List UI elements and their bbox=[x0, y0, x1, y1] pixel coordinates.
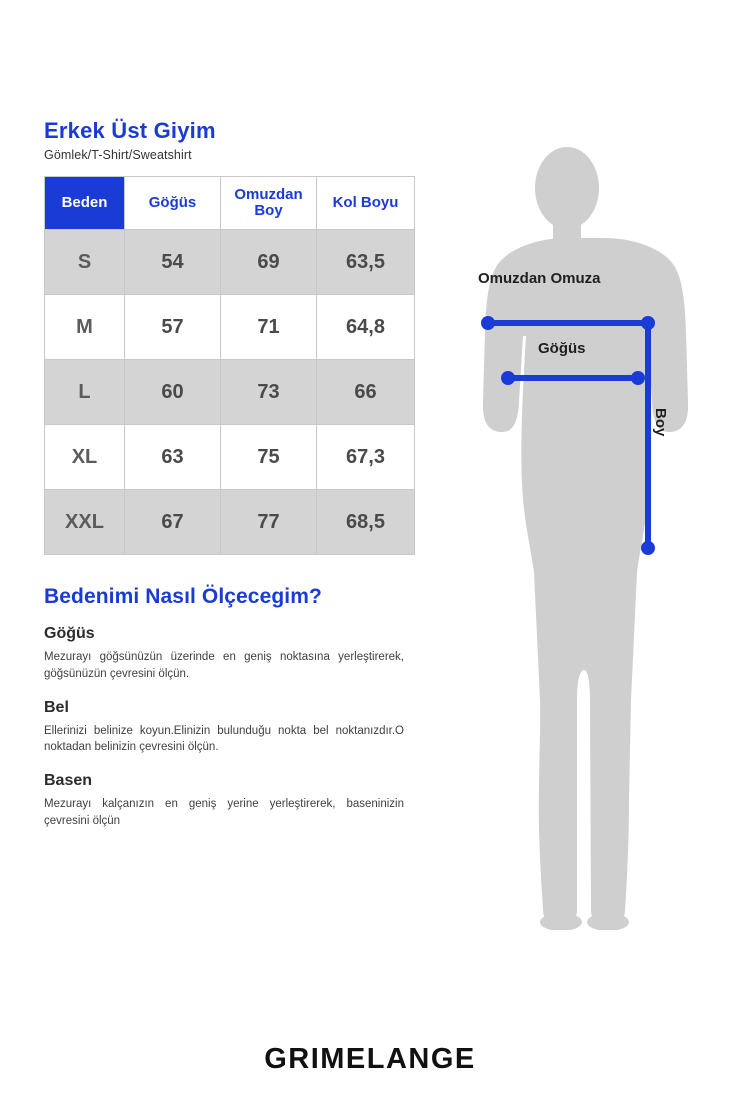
table-header bbox=[45, 177, 415, 230]
measure-text: Ellerinizi belinize koyun.Elinizin bulunduğu nokta bel noktanızdır.O noktadan belinizin çevresini ölçün. bbox=[44, 724, 404, 754]
cell-kol-boyu: 67,3 bbox=[317, 425, 415, 490]
cell-omuzdan-boy: 71 bbox=[221, 295, 317, 360]
table-row bbox=[45, 490, 415, 555]
cell-beden: XXL bbox=[45, 490, 125, 555]
how-to-measure-section bbox=[44, 585, 419, 829]
figure-label-shoulder: Omuzdan Omuza bbox=[478, 270, 601, 287]
page-title: Erkek Üst Giyim bbox=[44, 118, 216, 143]
measurement-figure bbox=[430, 140, 710, 930]
table-row bbox=[45, 360, 415, 425]
cell-beden: L bbox=[45, 360, 125, 425]
table-header-row bbox=[45, 177, 415, 230]
column-header-kol-boyu: Kol Boyu bbox=[317, 177, 415, 230]
measure-text: Mezurayı göğsünüzün üzerinde en geniş noktasına yerleştirerek, göğsünüzün çevresini ölçün. bbox=[44, 651, 404, 681]
table-row bbox=[45, 230, 415, 295]
male-body-silhouette-icon bbox=[430, 140, 710, 930]
measure-item-bel bbox=[44, 699, 419, 756]
cell-beden: M bbox=[45, 295, 125, 360]
cell-gogus: 63 bbox=[125, 425, 221, 490]
figure-label-height: Boy bbox=[652, 408, 669, 437]
cell-beden: XL bbox=[45, 425, 125, 490]
table-row bbox=[45, 295, 415, 360]
cell-kol-boyu: 66 bbox=[317, 360, 415, 425]
measure-heading: Basen bbox=[44, 772, 93, 790]
brand-logo: GRIMELANGE bbox=[264, 1043, 476, 1075]
measure-heading: Göğüs bbox=[44, 625, 95, 643]
cell-omuzdan-boy: 73 bbox=[221, 360, 317, 425]
cell-gogus: 60 bbox=[125, 360, 221, 425]
measure-item-basen bbox=[44, 772, 419, 829]
measure-text: Mezurayı kalçanızın en geniş yerine yerleştirerek, baseninizin çevresini ölçün bbox=[44, 798, 404, 827]
table-row bbox=[45, 425, 415, 490]
table-body bbox=[45, 230, 415, 555]
size-table bbox=[44, 176, 415, 555]
measure-heading: Bel bbox=[44, 698, 69, 716]
figure-label-chest: Göğüs bbox=[538, 340, 586, 357]
column-header-omuzdan-boy: Omuzdan Boy bbox=[221, 177, 317, 230]
measure-item-gogus bbox=[44, 625, 419, 682]
cell-gogus: 57 bbox=[125, 295, 221, 360]
left-column bbox=[44, 118, 419, 845]
cell-gogus: 67 bbox=[125, 490, 221, 555]
cell-kol-boyu: 64,8 bbox=[317, 295, 415, 360]
cell-omuzdan-boy: 75 bbox=[221, 425, 317, 490]
cell-omuzdan-boy: 77 bbox=[221, 490, 317, 555]
cell-kol-boyu: 63,5 bbox=[317, 230, 415, 295]
cell-gogus: 54 bbox=[125, 230, 221, 295]
column-header-gogus: Göğüs bbox=[125, 177, 221, 230]
cell-beden: S bbox=[45, 230, 125, 295]
cell-kol-boyu: 68,5 bbox=[317, 490, 415, 555]
page-subtitle: Gömlek/T-Shirt/Sweatshirt bbox=[44, 148, 192, 163]
how-to-measure-title: Bedenimi Nasıl Ölçecegim? bbox=[44, 585, 322, 609]
cell-omuzdan-boy: 69 bbox=[221, 230, 317, 295]
column-header-beden: Beden bbox=[45, 177, 125, 230]
